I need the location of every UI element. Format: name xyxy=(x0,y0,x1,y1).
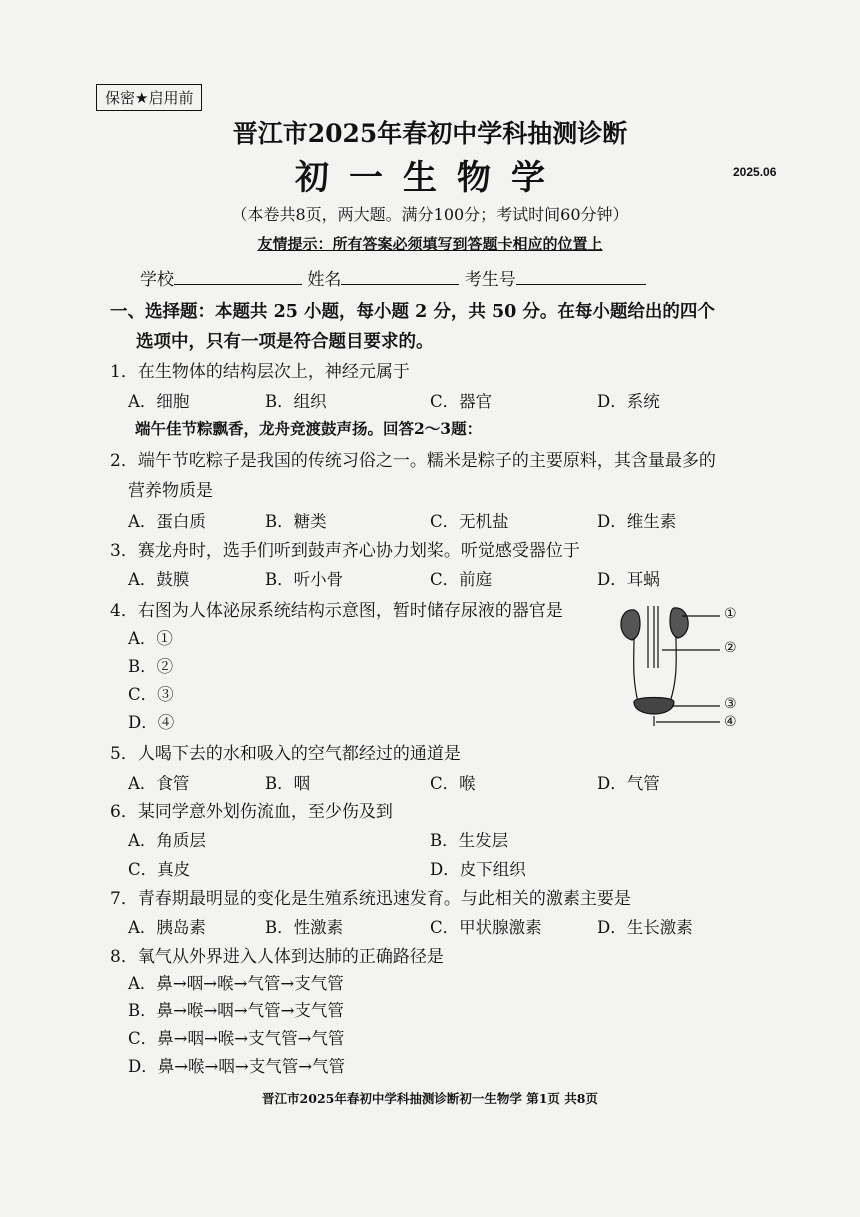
question-group-intro: 端午佳节粽飘香，龙舟竞渡鼓声扬。回答2～3题： xyxy=(135,419,483,438)
section-heading-line1: 一、选择题：本题共 25 小题，每小题 2 分，共 50 分。在每小题给出的四个 xyxy=(110,302,715,322)
q2-option-c: C．无机盐 xyxy=(430,512,509,531)
confidential-stamp: 保密★启用前 xyxy=(96,84,202,111)
diagram-label-2: ② xyxy=(724,640,737,656)
q5-option-d: D．气管 xyxy=(597,774,660,793)
question-6-stem: 6．某同学意外划伤流血，至少伤及到 xyxy=(110,802,393,822)
q2-option-a: A．蛋白质 xyxy=(128,512,206,531)
q7-option-b: B．性激素 xyxy=(265,918,344,937)
question-7-stem: 7．青春期最明显的变化是生殖系统迅速发育。与此相关的激素主要是 xyxy=(110,889,631,909)
q1-option-a: A．细胞 xyxy=(128,392,190,411)
exam-date: 2025.06 xyxy=(733,165,777,179)
name-blank[interactable] xyxy=(341,268,459,285)
q3-option-b: B．听小骨 xyxy=(265,570,344,589)
diagram-label-4: ④ xyxy=(724,714,737,730)
diagram-label-1: ① xyxy=(724,606,737,622)
section-heading xyxy=(110,297,770,357)
question-2-stem-cont: 营养物质是 xyxy=(128,481,213,501)
school-label: 学校 xyxy=(140,270,174,290)
q4-option-c: C．③ xyxy=(128,685,174,704)
q3-option-d: D．耳蜗 xyxy=(597,570,660,589)
q8-option-c: C．鼻→咽→喉→支气管→气管 xyxy=(128,1029,345,1048)
q1-option-b: B．组织 xyxy=(265,392,327,411)
question-8-stem: 8．氧气从外界进入人体到达肺的正确路径是 xyxy=(110,947,444,967)
question-5-stem: 5．人喝下去的水和吸入的空气都经过的通道是 xyxy=(110,744,461,764)
q8-option-d: D．鼻→喉→咽→支气管→气管 xyxy=(128,1057,346,1076)
q3-option-a: A．鼓膜 xyxy=(128,570,190,589)
q5-option-a: A．食管 xyxy=(128,774,190,793)
q1-option-d: D．系统 xyxy=(597,392,660,411)
q4-option-d: D．④ xyxy=(128,713,175,732)
q4-option-b: B．② xyxy=(128,657,174,676)
q8-option-b: B．鼻→喉→咽→气管→支气管 xyxy=(128,1001,344,1020)
q5-option-b: B．咽 xyxy=(265,774,311,793)
urinary-system-diagram xyxy=(604,598,774,738)
exam-no-blank[interactable] xyxy=(516,268,646,285)
q2-option-b: B．糖类 xyxy=(265,512,327,531)
name-label: 姓名 xyxy=(307,270,342,290)
q3-option-c: C．前庭 xyxy=(430,570,493,589)
question-1-stem: 1．在生物体的结构层次上，神经元属于 xyxy=(110,362,410,382)
question-3-stem: 3．赛龙舟时，选手们听到鼓声齐心协力划桨。听觉感受器位于 xyxy=(110,541,580,561)
q6-option-b: B．生发层 xyxy=(430,831,509,850)
exam-note: （本卷共8页，两大题。满分100分；考试时间60分钟） xyxy=(231,205,629,224)
q7-option-c: C．甲状腺激素 xyxy=(430,918,542,937)
section-heading-line2: 选项中，只有一项是符合题目要求的。 xyxy=(136,332,434,352)
q5-option-c: C．喉 xyxy=(430,774,476,793)
q7-option-a: A．胰岛素 xyxy=(128,918,206,937)
q1-option-c: C．器官 xyxy=(430,392,493,411)
student-info-fields xyxy=(140,265,646,290)
q6-option-c: C．真皮 xyxy=(128,860,191,879)
q4-option-a: A．① xyxy=(128,629,173,648)
q2-option-d: D．维生素 xyxy=(597,512,677,531)
urinary-system-illustration xyxy=(604,598,774,738)
q6-option-d: D．皮下组织 xyxy=(430,860,526,879)
diagram-label-3: ③ xyxy=(724,696,737,712)
exam-title: 晋江市2025年春初中学科抽测诊断 xyxy=(232,119,628,148)
subject-title: 初一生物学 xyxy=(295,158,565,198)
school-blank[interactable] xyxy=(174,268,302,285)
q6-option-a: A．角质层 xyxy=(128,831,206,850)
q8-option-a: A．鼻→咽→喉→气管→支气管 xyxy=(128,974,344,993)
q7-option-d: D．生长激素 xyxy=(597,918,693,937)
friendly-tip: 友情提示：所有答案必须填写到答题卡相应的位置上 xyxy=(257,235,603,253)
exam-no-label: 考生号 xyxy=(464,270,516,290)
page-footer: 晋江市2025年春初中学科抽测诊断初一生物学 第1页 共8页 xyxy=(262,1091,598,1106)
question-4-stem: 4．右图为人体泌尿系统结构示意图，暂时储存尿液的器官是 xyxy=(110,601,563,621)
question-2-stem: 2．端午节吃粽子是我国的传统习俗之一。糯米是粽子的主要原料，其含量最多的 xyxy=(110,451,716,471)
